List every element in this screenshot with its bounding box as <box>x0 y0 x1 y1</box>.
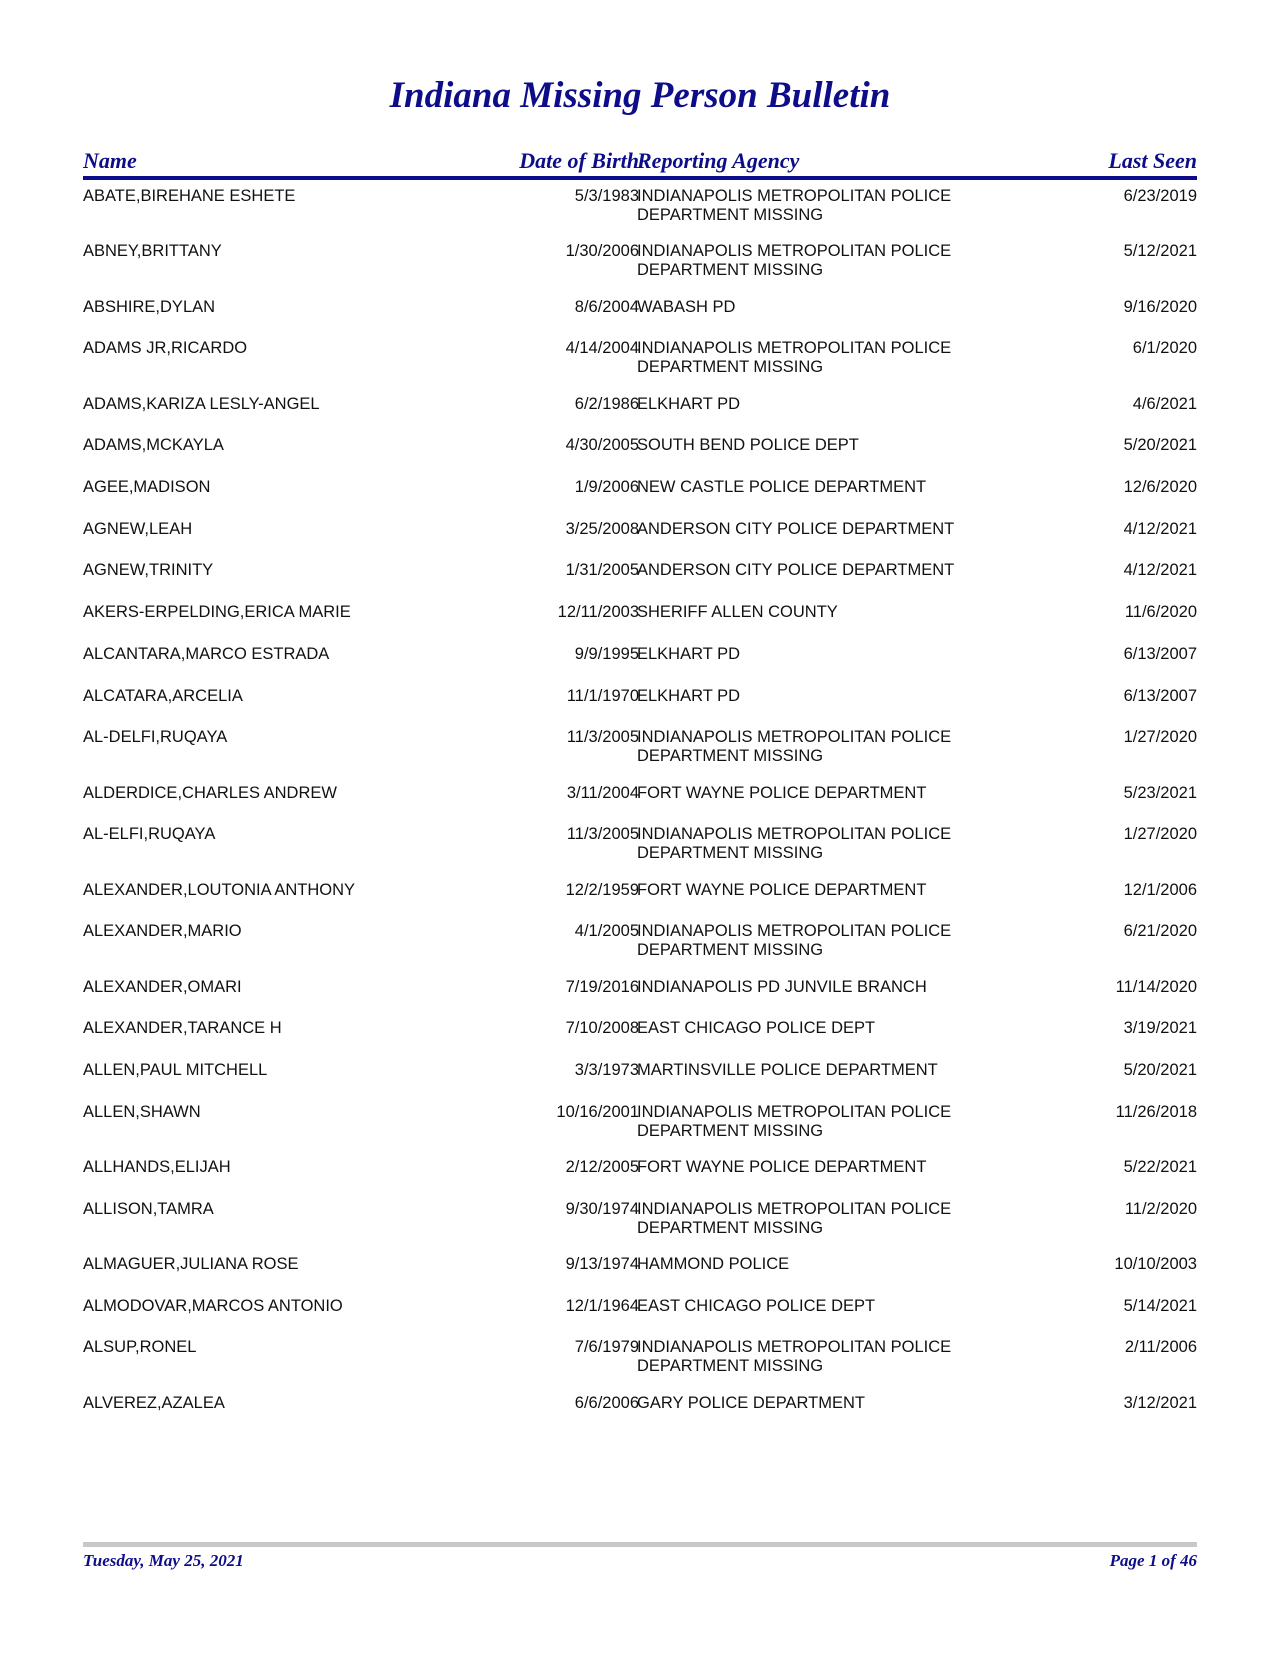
cell-name: AL-ELFI,RUQAYA <box>83 825 216 844</box>
cell-dob: 10/16/2001 <box>556 1102 639 1121</box>
cell-last-seen: 1/27/2020 <box>1123 728 1197 747</box>
cell-last-seen: 6/13/2007 <box>1123 644 1197 663</box>
cell-dob: 3/3/1973 <box>574 1060 639 1079</box>
cell-dob: 7/10/2008 <box>565 1019 639 1038</box>
cell-dob: 6/2/1986 <box>574 394 639 413</box>
cell-last-seen: 4/12/2021 <box>1123 561 1197 580</box>
cell-dob: 1/9/2006 <box>574 478 639 496</box>
cell-last-seen: 9/16/2020 <box>1123 297 1197 316</box>
cell-last-seen: 5/12/2021 <box>1123 242 1197 261</box>
cell-dob: 12/1/1964 <box>565 1296 639 1315</box>
cell-dob: 6/6/2006 <box>574 1393 639 1412</box>
cell-name: ALMAGUER,JULIANA ROSE <box>83 1254 299 1273</box>
cell-agency: NEW CASTLE POLICE DEPARTMENT <box>637 478 927 496</box>
cell-name: ALEXANDER,LOUTONIA ANTHONY <box>83 880 356 899</box>
cell-dob: 5/3/1983 <box>574 187 639 205</box>
cell-dob: 4/1/2005 <box>574 922 639 941</box>
table-header <box>83 146 1197 180</box>
column-header-dob: Date of Birth <box>519 148 639 173</box>
cell-last-seen: 6/1/2020 <box>1132 339 1197 358</box>
cell-name: AKERS-ERPELDING,ERICA MARIE <box>83 603 351 622</box>
footer-date: Tuesday, May 25, 2021 <box>83 1551 244 1570</box>
cell-agency: INDIANAPOLIS METROPOLITAN POLICE DEPARTMENT MISSING <box>637 825 952 863</box>
cell-name: ADAMS,MCKAYLA <box>83 436 224 455</box>
cell-name: ALLEN,PAUL MITCHELL <box>83 1060 268 1079</box>
cell-agency: FORT WAYNE POLICE DEPARTMENT <box>637 1157 927 1176</box>
cell-last-seen: 2/11/2006 <box>1124 1338 1197 1357</box>
cell-last-seen: 3/12/2021 <box>1123 1393 1197 1412</box>
cell-dob: 7/6/1979 <box>574 1338 639 1357</box>
cell-last-seen: 5/14/2021 <box>1123 1296 1197 1315</box>
cell-dob: 9/9/1995 <box>574 644 639 663</box>
cell-agency: INDIANAPOLIS METROPOLITAN POLICE DEPARTMENT MISSING <box>637 187 952 224</box>
cell-agency: MARTINSVILLE POLICE DEPARTMENT <box>637 1060 938 1079</box>
cell-agency: SHERIFF ALLEN COUNTY <box>637 603 838 622</box>
cell-agency: HAMMOND POLICE <box>637 1254 790 1273</box>
cell-last-seen: 4/6/2021 <box>1132 394 1197 413</box>
cell-name: ALLEN,SHAWN <box>83 1102 201 1121</box>
cell-last-seen: 6/13/2007 <box>1123 686 1197 705</box>
cell-agency: GARY POLICE DEPARTMENT <box>637 1393 866 1412</box>
cell-dob: 3/11/2004 <box>566 783 639 802</box>
cell-dob: 9/13/1974 <box>565 1254 639 1273</box>
cell-agency: WABASH PD <box>637 297 736 316</box>
cell-name: ALEXANDER,TARANCE H <box>83 1019 282 1038</box>
cell-dob: 7/19/2016 <box>565 977 639 996</box>
cell-last-seen: 12/1/2006 <box>1123 880 1197 899</box>
cell-last-seen: 5/20/2021 <box>1123 1060 1197 1079</box>
cell-dob: 11/1/1970 <box>566 686 639 705</box>
cell-name: ABATE,BIREHANE ESHETE <box>83 187 296 205</box>
cell-agency: ANDERSON CITY POLICE DEPARTMENT <box>637 561 955 580</box>
cell-name: ALVEREZ,AZALEA <box>83 1393 225 1412</box>
cell-name: ABNEY,BRITTANY <box>83 242 222 261</box>
cell-agency: INDIANAPOLIS METROPOLITAN POLICE DEPARTMENT MISSING <box>637 1338 952 1376</box>
footer-divider <box>83 1542 1197 1547</box>
cell-last-seen: 5/22/2021 <box>1123 1157 1197 1176</box>
cell-name: ADAMS,KARIZA LESLY-ANGEL <box>83 394 320 413</box>
cell-name: ALCATARA,ARCELIA <box>83 686 243 705</box>
cell-agency: INDIANAPOLIS PD JUNVILE BRANCH <box>637 977 927 996</box>
cell-agency: INDIANAPOLIS METROPOLITAN POLICE DEPARTMENT MISSING <box>637 1102 952 1140</box>
cell-name: AL-DELFI,RUQAYA <box>83 728 228 747</box>
cell-name: AGNEW,LEAH <box>83 519 193 538</box>
cell-dob: 2/12/2005 <box>565 1157 639 1176</box>
cell-name: ALDERDICE,CHARLES ANDREW <box>83 783 337 802</box>
cell-last-seen: 4/12/2021 <box>1123 519 1197 538</box>
cell-name: AGNEW,TRINITY <box>83 561 214 580</box>
cell-name: ALLHANDS,ELIJAH <box>83 1157 231 1176</box>
cell-dob: 9/30/1974 <box>565 1199 639 1218</box>
cell-dob: 4/30/2005 <box>565 436 639 455</box>
cell-dob: 11/3/2005 <box>566 728 639 747</box>
column-header-last-seen: Last Seen <box>1108 148 1197 173</box>
cell-agency: INDIANAPOLIS METROPOLITAN POLICE DEPARTMENT MISSING <box>637 922 952 960</box>
cell-agency: INDIANAPOLIS METROPOLITAN POLICE DEPARTMENT MISSING <box>637 728 952 766</box>
cell-name: AGEE,MADISON <box>83 478 211 496</box>
cell-name: ALEXANDER,OMARI <box>83 977 242 996</box>
cell-last-seen: 6/23/2019 <box>1123 187 1197 205</box>
cell-agency: EAST CHICAGO POLICE DEPT <box>637 1019 876 1038</box>
cell-dob: 3/25/2008 <box>565 519 639 538</box>
cell-last-seen: 12/6/2020 <box>1123 478 1197 496</box>
cell-agency: FORT WAYNE POLICE DEPARTMENT <box>637 783 927 802</box>
page-number: Page 1 of 46 <box>1109 1551 1197 1570</box>
cell-agency: ANDERSON CITY POLICE DEPARTMENT <box>637 519 955 538</box>
cell-name: ALMODOVAR,MARCOS ANTONIO <box>83 1296 343 1315</box>
cell-name: ABSHIRE,DYLAN <box>83 297 216 316</box>
cell-agency: SOUTH BEND POLICE DEPT <box>637 436 859 455</box>
cell-last-seen: 11/6/2020 <box>1124 603 1197 622</box>
cell-agency: ELKHART PD <box>637 686 741 705</box>
column-header-agency: Reporting Agency <box>637 148 800 173</box>
cell-last-seen: 11/14/2020 <box>1115 977 1197 996</box>
cell-agency: EAST CHICAGO POLICE DEPT <box>637 1296 876 1315</box>
cell-name: ALCANTARA,MARCO ESTRADA <box>83 644 330 663</box>
cell-dob: 4/14/2004 <box>565 339 639 358</box>
column-header-name: Name <box>83 148 137 173</box>
cell-last-seen: 5/20/2021 <box>1123 436 1197 455</box>
cell-agency: INDIANAPOLIS METROPOLITAN POLICE DEPARTMENT MISSING <box>637 339 952 377</box>
cell-dob: 12/2/1959 <box>565 880 639 899</box>
cell-name: ADAMS JR,RICARDO <box>83 339 248 358</box>
cell-last-seen: 11/26/2018 <box>1115 1102 1197 1121</box>
cell-dob: 12/11/2003 <box>557 603 639 622</box>
cell-last-seen: 5/23/2021 <box>1123 783 1197 802</box>
cell-name: ALLISON,TAMRA <box>83 1199 214 1218</box>
cell-dob: 11/3/2005 <box>566 825 639 844</box>
cell-name: ALSUP,RONEL <box>83 1338 197 1357</box>
cell-last-seen: 11/2/2020 <box>1124 1199 1197 1218</box>
cell-last-seen: 10/10/2003 <box>1114 1254 1197 1273</box>
cell-name: ALEXANDER,MARIO <box>83 922 242 941</box>
cell-agency: INDIANAPOLIS METROPOLITAN POLICE DEPARTMENT MISSING <box>637 1199 952 1237</box>
cell-dob: 8/6/2004 <box>574 297 639 316</box>
page-title: Indiana Missing Person Bulletin <box>389 75 891 116</box>
cell-dob: 1/31/2005 <box>565 561 639 580</box>
cell-agency: ELKHART PD <box>637 644 741 663</box>
cell-last-seen: 1/27/2020 <box>1123 825 1197 844</box>
cell-dob: 1/30/2006 <box>565 242 639 261</box>
cell-agency: ELKHART PD <box>637 394 741 413</box>
cell-agency: INDIANAPOLIS METROPOLITAN POLICE DEPARTMENT MISSING <box>637 242 952 280</box>
cell-last-seen: 6/21/2020 <box>1123 922 1197 941</box>
cell-last-seen: 3/19/2021 <box>1123 1019 1197 1038</box>
cell-agency: FORT WAYNE POLICE DEPARTMENT <box>637 880 927 899</box>
